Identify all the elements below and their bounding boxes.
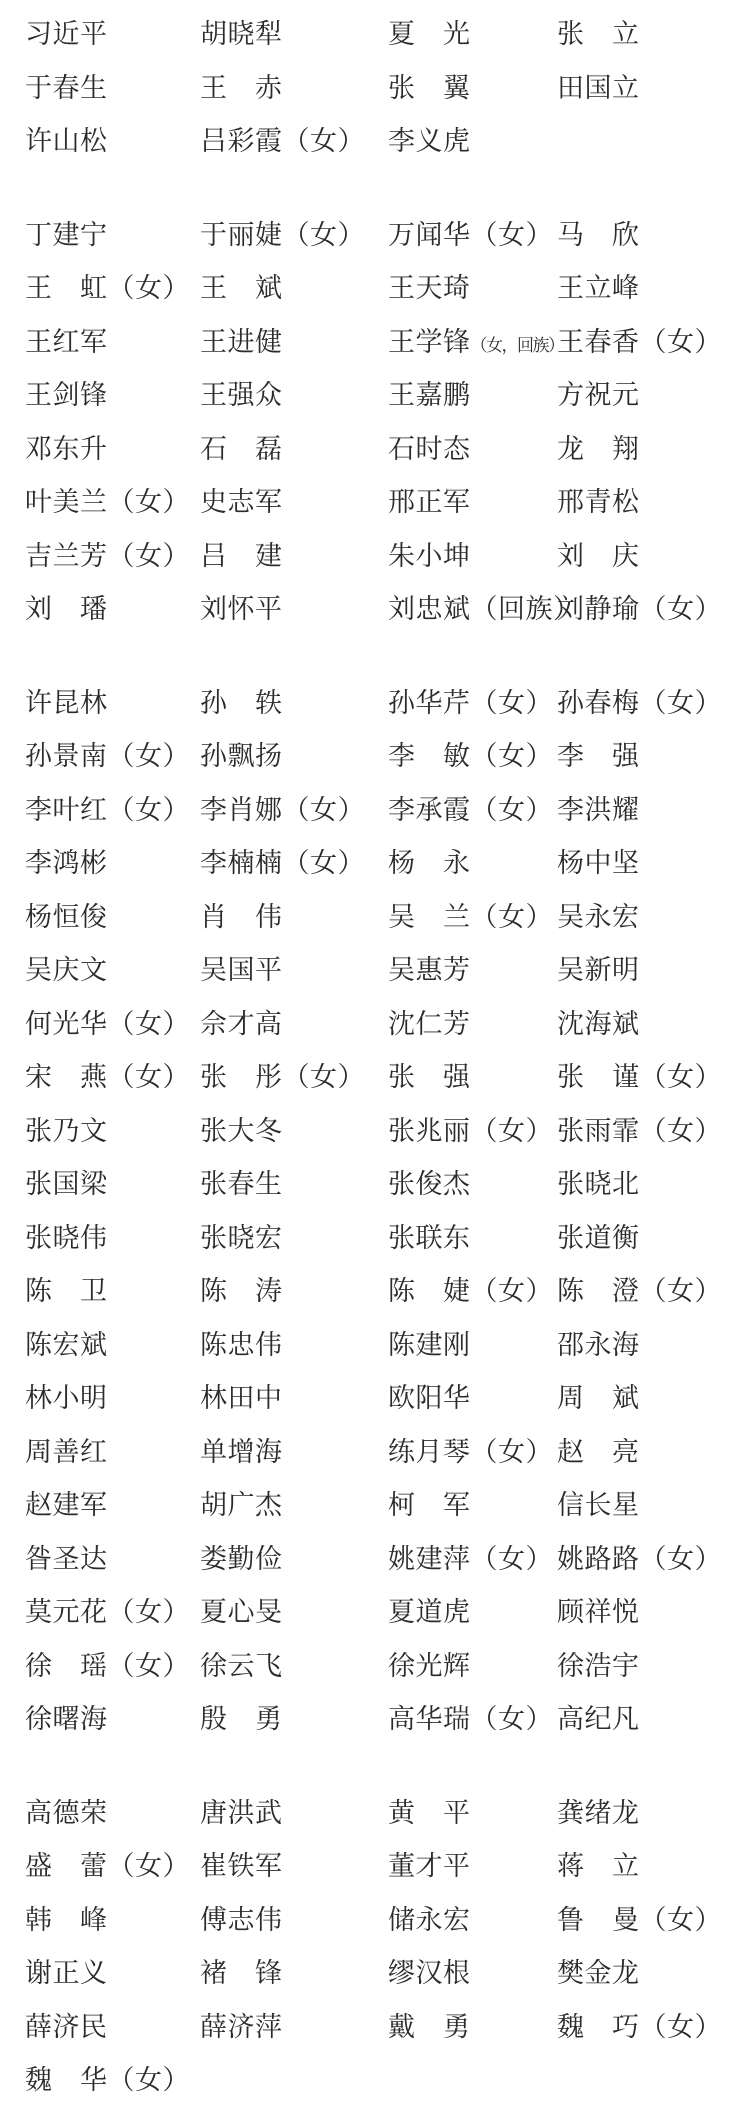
deputy-name: 王进健: [200, 326, 283, 357]
deputy-name: 邓东升: [25, 433, 108, 464]
name-row: [0, 1105, 750, 1159]
deputy-name: 邢正军: [388, 487, 471, 518]
deputy-name: 于春生: [25, 72, 108, 103]
deputy-name: 张晓伟: [25, 1222, 108, 1253]
name-row: [0, 1533, 750, 1587]
deputy-name: 王 赤: [200, 72, 283, 103]
deputy-name: 徐光辉: [388, 1650, 471, 1681]
name-row: [0, 1158, 750, 1212]
deputy-name: 王 斌: [200, 273, 283, 304]
deputy-name: 孙景南（女）: [25, 741, 190, 772]
deputy-name: 马 欣: [557, 219, 640, 250]
deputy-name: 李承霞（女）: [388, 794, 553, 825]
deputy-name: 陈 婕（女）: [388, 1276, 553, 1307]
name-row: [0, 1947, 750, 2001]
name-block: [0, 1787, 750, 2108]
deputy-name: 何光华（女）: [25, 1008, 190, 1039]
deputy-name: 吴 兰（女）: [388, 901, 553, 932]
deputy-name: 吴新明: [557, 955, 640, 986]
name-row: [0, 2001, 750, 2055]
name-row: [0, 423, 750, 477]
deputy-name: 刘 庆: [557, 540, 640, 571]
deputy-name: 吕 建: [200, 540, 283, 571]
deputy-name-list: [0, 8, 750, 2108]
deputy-name: 许山松: [25, 126, 108, 157]
deputy-name: 周善红: [25, 1436, 108, 1467]
deputy-name: 徐 瑶（女）: [25, 1650, 190, 1681]
deputy-name: 史志军: [200, 487, 283, 518]
deputy-name: 莫元花（女）: [25, 1597, 190, 1628]
deputy-name: 林田中: [200, 1383, 283, 1414]
deputy-name: 刘忠斌（回族）: [388, 594, 581, 625]
deputy-name: 张晓北: [557, 1169, 640, 1200]
name-row: [0, 316, 750, 370]
deputy-name: 石 磊: [200, 433, 283, 464]
deputy-name: 孙春梅（女）: [557, 687, 722, 718]
deputy-name: 佘才高: [200, 1008, 283, 1039]
deputy-name: 刘 璠: [25, 594, 108, 625]
deputy-name: 夏心旻: [200, 1597, 283, 1628]
deputy-name: 韩 峰: [25, 1904, 108, 1935]
deputy-name: 张 翼: [388, 72, 471, 103]
deputy-name: 沈海斌: [557, 1008, 640, 1039]
deputy-name: 沈仁芳: [388, 1008, 471, 1039]
deputy-name: 王立峰: [557, 273, 640, 304]
deputy-name: 邵永海: [557, 1329, 640, 1360]
deputy-name: 樊金龙: [557, 1958, 640, 1989]
deputy-name: 朱小坤: [388, 540, 471, 571]
deputy-name: 孙华芹（女）: [388, 687, 553, 718]
deputy-name: 柯 军: [388, 1490, 471, 1521]
name-row: [0, 837, 750, 891]
deputy-name: 薛济民: [25, 2011, 108, 2042]
deputy-name: 万闻华（女）: [388, 219, 553, 250]
deputy-name: 龚绪龙: [557, 1797, 640, 1828]
deputy-name: 邢青松: [557, 487, 640, 518]
deputy-name: 王剑锋: [25, 380, 108, 411]
name-row: [0, 209, 750, 263]
deputy-name: 石时态: [388, 433, 471, 464]
deputy-name: 王嘉鹏: [388, 380, 471, 411]
deputy-name: 宋 燕（女）: [25, 1062, 190, 1093]
deputy-name: 姚路路（女）: [557, 1543, 722, 1574]
name-row: [0, 1372, 750, 1426]
deputy-name: 孙飘扬: [200, 741, 283, 772]
name-row: [0, 1787, 750, 1841]
deputy-name: 戴 勇: [388, 2011, 471, 2042]
deputy-name: 吴庆文: [25, 955, 108, 986]
deputy-name: 张 立: [557, 19, 640, 50]
name-row: [0, 1319, 750, 1373]
deputy-name: 李楠楠（女）: [200, 848, 365, 879]
name-block: [0, 8, 750, 169]
name-row: [0, 8, 750, 62]
deputy-name: 信长星: [557, 1490, 640, 1521]
deputy-name: 夏 光: [388, 19, 471, 50]
deputy-name: 张 强: [388, 1062, 471, 1093]
deputy-name: 刘怀平: [200, 594, 283, 625]
deputy-name: 王红军: [25, 326, 108, 357]
deputy-name: 李叶红（女）: [25, 794, 190, 825]
deputy-name: 李鸿彬: [25, 848, 108, 879]
deputy-name: 徐云飞: [200, 1650, 283, 1681]
deputy-name: 林小明: [25, 1383, 108, 1414]
name-row: [0, 1586, 750, 1640]
deputy-name: 方祝元: [557, 380, 640, 411]
name-row: [0, 1265, 750, 1319]
deputy-name: 娄勤俭: [200, 1543, 283, 1574]
deputy-name: 张俊杰: [388, 1169, 471, 1200]
name-row: [0, 476, 750, 530]
deputy-name: 鲁 曼（女）: [557, 1904, 722, 1935]
deputy-name: 田国立: [557, 72, 640, 103]
deputy-name: 欧阳华: [388, 1383, 471, 1414]
deputy-name: 缪汉根: [388, 1958, 471, 1989]
deputy-name: 黄 平: [388, 1797, 471, 1828]
deputy-name: 徐曙海: [25, 1704, 108, 1735]
deputy-name: 王 虹（女）: [25, 273, 190, 304]
name-row: [0, 369, 750, 423]
deputy-name: 魏 巧（女）: [557, 2011, 722, 2042]
deputy-name: 王天琦: [388, 273, 471, 304]
name-row: [0, 583, 750, 637]
name-row: [0, 1894, 750, 1948]
deputy-name: 高华瑞（女）: [388, 1704, 553, 1735]
deputy-name: 吴永宏: [557, 901, 640, 932]
deputy-name: 李肖娜（女）: [200, 794, 365, 825]
deputy-name: 殷 勇: [200, 1704, 283, 1735]
name-row: [0, 530, 750, 584]
deputy-name: 许昆林: [25, 687, 108, 718]
deputy-name: 丁建宁: [25, 219, 108, 250]
name-row: [0, 944, 750, 998]
name-row: [0, 677, 750, 731]
name-row: [0, 62, 750, 116]
deputy-name: 李洪耀: [557, 794, 640, 825]
deputy-name: 肖 伟: [200, 901, 283, 932]
deputy-name: 杨中坚: [557, 848, 640, 879]
name-row: [0, 1212, 750, 1266]
deputy-name: 张雨霏（女）: [557, 1115, 722, 1146]
deputy-name: 谢正义: [25, 1958, 108, 1989]
deputy-name: 孙 轶: [200, 687, 283, 718]
deputy-name: 杨恒俊: [25, 901, 108, 932]
deputy-name: 吴惠芳: [388, 955, 471, 986]
name-block: [0, 209, 750, 637]
deputy-name: 张乃文: [25, 1115, 108, 1146]
deputy-name: 崔铁军: [200, 1851, 283, 1882]
deputy-name: 傅志伟: [200, 1904, 283, 1935]
deputy-name: 陈宏斌: [25, 1329, 108, 1360]
deputy-name: 储永宏: [388, 1904, 471, 1935]
deputy-name: 李义虎: [388, 126, 471, 157]
deputy-name: 张兆丽（女）: [388, 1115, 553, 1146]
deputy-name: 褚 锋: [200, 1958, 283, 1989]
name-row: [0, 730, 750, 784]
deputy-name: 张 谨（女）: [557, 1062, 722, 1093]
name-row: [0, 1840, 750, 1894]
deputy-name: 吴国平: [200, 955, 283, 986]
name-row: [0, 1051, 750, 1105]
name-row: [0, 262, 750, 316]
deputy-name: 唐洪武: [200, 1797, 283, 1828]
deputy-name: 高纪凡: [557, 1704, 640, 1735]
deputy-name: 陈忠伟: [200, 1329, 283, 1360]
deputy-name: 习近平: [25, 19, 108, 50]
deputy-name: 顾祥悦: [557, 1597, 640, 1628]
deputy-name: 周 斌: [557, 1383, 640, 1414]
deputy-name: 陈 澄（女）: [557, 1276, 722, 1307]
deputy-name: 王强众: [200, 380, 283, 411]
deputy-name: 杨 永: [388, 848, 471, 879]
deputy-name: 夏道虎: [388, 1597, 471, 1628]
deputy-name: 胡晓犁: [200, 19, 283, 50]
deputy-name: 吉兰芳（女）: [25, 540, 190, 571]
deputy-name: 于丽婕（女）: [200, 219, 365, 250]
deputy-name: 蒋 立: [557, 1851, 640, 1882]
deputy-name: 张道衡: [557, 1222, 640, 1253]
deputy-name: 张晓宏: [200, 1222, 283, 1253]
name-row: [0, 891, 750, 945]
name-block: [0, 677, 750, 1747]
deputy-name: 李 强: [557, 741, 640, 772]
deputy-name: 徐浩宇: [557, 1650, 640, 1681]
name-row: [0, 2054, 750, 2108]
name-row: [0, 998, 750, 1052]
deputy-name: 张联东: [388, 1222, 471, 1253]
deputy-name: 王春香（女）: [557, 326, 722, 357]
ethnic-gender-note: （女，回族）: [470, 335, 564, 355]
deputy-name: 胡广杰: [200, 1490, 283, 1521]
deputy-name: [388, 326, 564, 357]
name-row: [0, 784, 750, 838]
deputy-name: 单增海: [200, 1436, 283, 1467]
deputy-name: 吕彩霞（女）: [200, 126, 365, 157]
deputy-name: 陈 涛: [200, 1276, 283, 1307]
deputy-name: 高德荣: [25, 1797, 108, 1828]
deputy-name: 张大冬: [200, 1115, 283, 1146]
name-row: [0, 1640, 750, 1694]
name-row: [0, 1426, 750, 1480]
deputy-name: 张国梁: [25, 1169, 108, 1200]
deputy-name: 魏 华（女）: [25, 2065, 190, 2096]
name-row: [0, 1693, 750, 1747]
deputy-name: 昝圣达: [25, 1543, 108, 1574]
name-row: [0, 1479, 750, 1533]
deputy-name: 董才平: [388, 1851, 471, 1882]
deputy-name: 刘静瑜（女）: [557, 594, 722, 625]
deputy-name: 叶美兰（女）: [25, 487, 190, 518]
name-row: [0, 115, 750, 169]
deputy-name: 薛济萍: [200, 2011, 283, 2042]
deputy-name: 陈 卫: [25, 1276, 108, 1307]
deputy-name: 练月琴（女）: [388, 1436, 553, 1467]
deputy-name: 龙 翔: [557, 433, 640, 464]
deputy-name: 赵建军: [25, 1490, 108, 1521]
deputy-name: 陈建刚: [388, 1329, 471, 1360]
deputy-name: 李 敏（女）: [388, 741, 553, 772]
deputy-name: 张 彤（女）: [200, 1062, 365, 1093]
deputy-name: 张春生: [200, 1169, 283, 1200]
deputy-name-text: 王学锋: [388, 326, 471, 357]
deputy-name: 姚建萍（女）: [388, 1543, 553, 1574]
deputy-name: 盛 蕾（女）: [25, 1851, 190, 1882]
deputy-name: 赵 亮: [557, 1436, 640, 1467]
